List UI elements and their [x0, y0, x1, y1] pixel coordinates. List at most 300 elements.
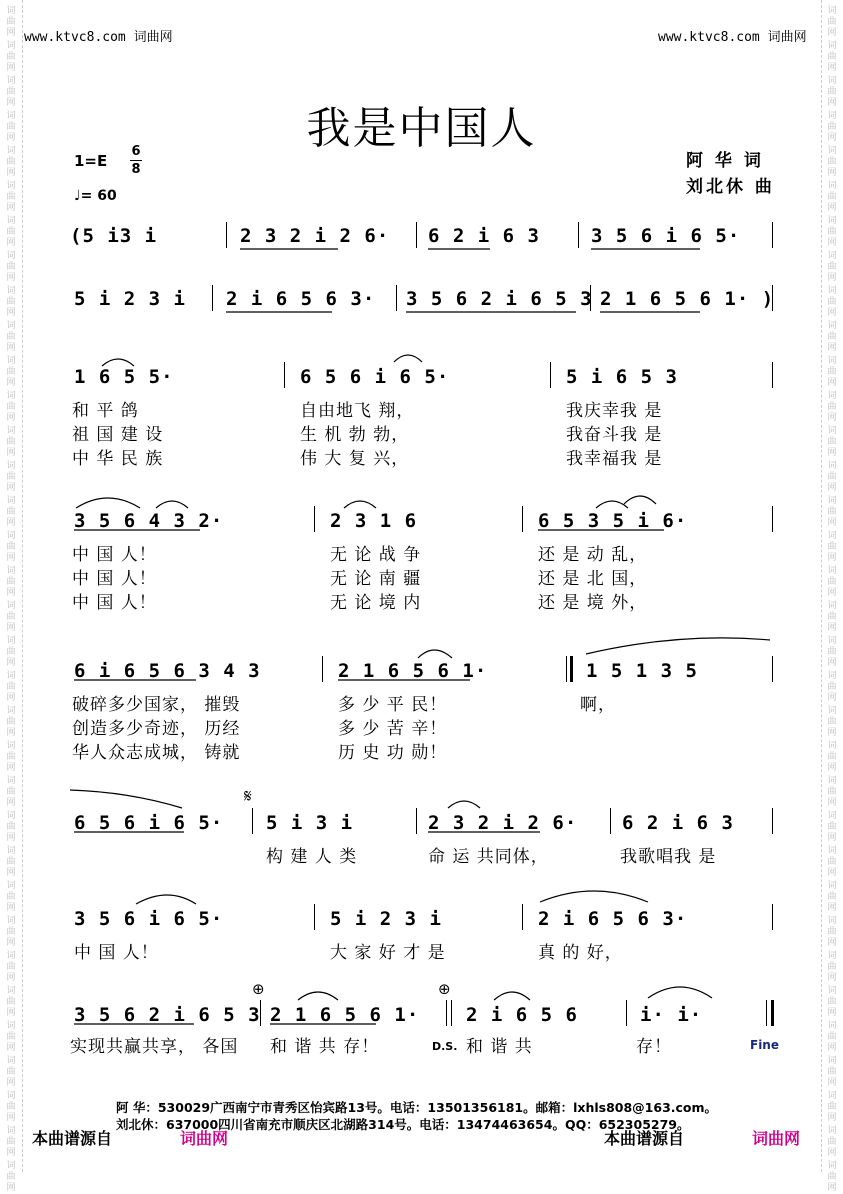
watermark-char: 词 — [827, 216, 837, 226]
lyric-row3-v1-b: 自由地飞 翔， — [300, 401, 415, 421]
watermark-char: 网 — [827, 938, 837, 948]
watermark-char: 曲 — [827, 927, 837, 937]
watermark-char: 曲 — [827, 542, 837, 552]
slur — [494, 992, 530, 1000]
segno-sign: 𝄋 — [244, 786, 252, 807]
slur — [394, 355, 422, 362]
watermark-char: 曲 — [6, 752, 16, 762]
watermark-char: 词 — [6, 181, 16, 191]
lyric-row4-v3-a: 中 国 人！ — [72, 593, 157, 613]
watermark-char: 网 — [827, 553, 837, 563]
watermark-char: 曲 — [827, 52, 837, 62]
watermark-char: 网 — [6, 63, 16, 73]
watermark-char: 词 — [6, 881, 16, 891]
watermark-char: 曲 — [6, 682, 16, 692]
lyric-row5-v3-b: 历 史 功 勋！ — [338, 743, 448, 763]
lyric-row3-v3-c: 我幸福我 是 — [566, 449, 663, 469]
watermark-char: 网 — [827, 973, 837, 983]
watermark-char: 网 — [6, 658, 16, 668]
lyric-row4-v2-c: 还 是 北 国， — [538, 569, 648, 589]
ds-marker: D.S. — [432, 1040, 458, 1053]
watermark-char: 网 — [6, 938, 16, 948]
watermark-char: 曲 — [6, 822, 16, 832]
watermark-char: 曲 — [6, 1172, 16, 1182]
slur — [102, 359, 134, 366]
watermark-char: 曲 — [6, 122, 16, 132]
watermark-char: 网 — [6, 798, 16, 808]
watermark-char: 曲 — [6, 1032, 16, 1042]
watermark-char: 词 — [6, 41, 16, 51]
watermark-char: 词 — [6, 286, 16, 296]
watermark-char: 曲 — [6, 997, 16, 1007]
watermark-char: 曲 — [6, 1137, 16, 1147]
site-link-left[interactable]: www.ktvc8.com 词曲网 — [24, 30, 173, 45]
notes-row1-m1: (5 i3 i — [70, 225, 158, 247]
watermark-char: 词 — [827, 41, 837, 51]
watermark-char: 曲 — [6, 437, 16, 447]
watermark-char: 词 — [6, 1126, 16, 1136]
watermark-char: 网 — [827, 1043, 837, 1053]
watermark-char: 词 — [827, 671, 837, 681]
lyric-row8-b: 和 谐 共 存！ — [270, 1037, 380, 1057]
footer-line-lyricist: 阿 华：530029广西南宁市青秀区怡宾路13号。电话：13501356181。邮箱：lxhls808@163.com。 — [116, 1100, 718, 1115]
slur — [136, 895, 196, 904]
watermark-char: 网 — [827, 203, 837, 213]
watermark-char: 词 — [6, 706, 16, 716]
watermark-char: 网 — [6, 973, 16, 983]
watermark-char: 曲 — [6, 472, 16, 482]
watermark-char: 词 — [827, 811, 837, 821]
watermark-char: 词 — [827, 76, 837, 86]
watermark-char: 词 — [827, 1126, 837, 1136]
slur — [540, 891, 648, 902]
watermark-char: 网 — [6, 273, 16, 283]
watermark-char: 曲 — [6, 157, 16, 167]
lyric-row3-v1-a: 和 平 鸽 — [72, 401, 139, 421]
watermark-char: 词 — [6, 111, 16, 121]
watermark-char: 词 — [6, 671, 16, 681]
watermark-char: 网 — [827, 588, 837, 598]
watermark-char: 曲 — [827, 87, 837, 97]
watermark-char: 网 — [6, 693, 16, 703]
lyric-row3-v3-a: 中 华 民 族 — [72, 449, 164, 469]
notes-row2-m4: 2 1 6 5 6 1· ) — [600, 288, 775, 310]
watermark-char: 曲 — [827, 682, 837, 692]
watermark-char: 词 — [6, 461, 16, 471]
notes-row8-m2: 2 1 6 5 6 1· — [270, 1004, 420, 1026]
lyric-row4-v1-c: 还 是 动 乱， — [538, 545, 648, 565]
watermark-char: 曲 — [827, 857, 837, 867]
watermark-char: 网 — [6, 1148, 16, 1158]
watermark-char: 词 — [6, 496, 16, 506]
watermark-char: 网 — [827, 623, 837, 633]
notes-row3-m2: 6 5 6 i 6 5· — [300, 366, 450, 388]
watermark-char: 词 — [827, 461, 837, 471]
watermark-char: 词 — [827, 111, 837, 121]
watermark-char: 曲 — [6, 332, 16, 342]
watermark-char: 曲 — [827, 962, 837, 972]
notes-row5-m2: 2 1 6 5 6 1· — [338, 660, 488, 682]
watermark-char: 网 — [6, 1043, 16, 1053]
lyric-row5-v1-c: 啊， — [580, 695, 616, 715]
watermark-char: 网 — [827, 413, 837, 423]
watermark-char: 网 — [827, 1078, 837, 1088]
notes-row2-m3: 3 5 6 2 i 6 5 3 — [406, 288, 593, 310]
watermark-char: 词 — [827, 1021, 837, 1031]
watermark-char: 词 — [6, 986, 16, 996]
watermark-char: 网 — [6, 413, 16, 423]
watermark-char: 词 — [6, 1161, 16, 1171]
notes-row5-m3: 1 5 1 3 5 — [586, 660, 698, 682]
notes-row8-m3: 2 i 6 5 6 — [466, 1004, 578, 1026]
watermark-char: 网 — [827, 518, 837, 528]
fine-marker: Fine — [750, 1038, 779, 1052]
notes-row5-m1: 6 i 6 5 6 3 4 3 — [74, 660, 261, 682]
watermark-char: 曲 — [6, 297, 16, 307]
watermark-char: 曲 — [827, 1102, 837, 1112]
lyric-row5-v1-a: 破碎多少国家， 摧毁 — [72, 695, 241, 715]
watermark-char: 曲 — [827, 17, 837, 27]
watermark-char: 网 — [6, 868, 16, 878]
watermark-char: 词 — [6, 6, 16, 16]
watermark-char: 网 — [6, 28, 16, 38]
watermark-char: 词 — [6, 601, 16, 611]
slur — [418, 650, 452, 658]
notes-row4-m3: 6 5 3 5 i 6· — [538, 510, 688, 532]
watermark-char: 曲 — [827, 262, 837, 272]
watermark-char: 网 — [827, 133, 837, 143]
watermark-char: 曲 — [6, 1102, 16, 1112]
notes-row2-m2: 2 i 6 5 6 3· — [226, 288, 376, 310]
watermark-char: 网 — [6, 203, 16, 213]
lyric-row5-v1-b: 多 少 平 民！ — [338, 695, 448, 715]
notes-row6-m1: 6 5 6 i 6 5· — [74, 812, 224, 834]
notes-row3-m3: 5 i 6 5 3 — [566, 366, 678, 388]
watermark-char: 网 — [6, 343, 16, 353]
watermark-char: 曲 — [827, 1067, 837, 1077]
watermark-char: 词 — [827, 566, 837, 576]
watermark-char: 曲 — [6, 542, 16, 552]
notes-row1-m4: 3 5 6 i 6 5· — [591, 225, 741, 247]
slur — [298, 992, 338, 1000]
footer-line-composer: 刘北休：637000四川省南充市顺庆区北湖路314号。电话：13474463654。QQ：652305279。 — [116, 1117, 690, 1132]
slur — [76, 498, 140, 508]
notes-row1-m2: 2 3 2 i 2 6· — [240, 225, 390, 247]
watermark-char: 网 — [6, 448, 16, 458]
notes-row6-m3: 2 3 2 i 2 6· — [428, 812, 578, 834]
watermark-char: 曲 — [827, 367, 837, 377]
watermark-char: 词 — [827, 951, 837, 961]
watermark-char: 曲 — [6, 1067, 16, 1077]
watermark-char: 曲 — [827, 997, 837, 1007]
time-signature-bottom: 8 — [131, 162, 141, 177]
notes-row2-m1: 5 i 2 3 i — [74, 288, 186, 310]
watermark-char: 词 — [827, 146, 837, 156]
watermark-char: 词 — [6, 531, 16, 541]
watermark-char: 曲 — [827, 892, 837, 902]
lyric-row3-v2-c: 我奋斗我 是 — [566, 425, 663, 445]
watermark-char: 曲 — [6, 577, 16, 587]
watermark-char: 词 — [827, 776, 837, 786]
source-brand-left[interactable]: 词曲网 — [180, 1129, 229, 1148]
lyric-row5-v2-b: 多 少 苦 辛！ — [338, 719, 448, 739]
watermark-char: 词 — [827, 356, 837, 366]
notes-row7-m1: 3 5 6 i 6 5· — [74, 908, 224, 930]
watermark-char: 词 — [6, 146, 16, 156]
slur — [596, 501, 628, 508]
lyric-row7-b: 大 家 好 才 是 — [330, 943, 446, 963]
watermark-char: 网 — [827, 273, 837, 283]
notes-row6-m4: 6 2 i 6 3 — [622, 812, 734, 834]
watermark-char: 词 — [827, 251, 837, 261]
watermark-char: 曲 — [827, 437, 837, 447]
watermark-char: 网 — [827, 483, 837, 493]
song-title: 我是中国人 — [306, 103, 537, 154]
watermark-char: 词 — [6, 1021, 16, 1031]
watermark-char: 曲 — [827, 122, 837, 132]
lyric-row8-a: 实现共赢共享， 各国 — [70, 1037, 239, 1057]
slur — [624, 496, 656, 504]
site-link-right[interactable]: www.ktvc8.com 词曲网 — [658, 30, 807, 45]
watermark-char: 网 — [827, 63, 837, 73]
watermark-char: 曲 — [6, 892, 16, 902]
watermark-char: 词 — [827, 846, 837, 856]
notes-row8-m1: 3 5 6 2 i 6 5 3 — [74, 1004, 261, 1026]
watermark-char: 网 — [6, 763, 16, 773]
watermark-char: 网 — [6, 833, 16, 843]
watermark-char: 网 — [827, 378, 837, 388]
watermark-char: 词 — [827, 741, 837, 751]
notes-row7-m3: 2 i 6 5 6 3· — [538, 908, 688, 930]
composer-credit: 刘北休 曲 — [686, 177, 775, 197]
watermark-char: 网 — [6, 553, 16, 563]
watermark-char: 词 — [6, 636, 16, 646]
source-label-left: 本曲谱源自 — [32, 1129, 113, 1148]
watermark-char: 曲 — [827, 507, 837, 517]
watermark-char: 网 — [827, 903, 837, 913]
watermark-char: 曲 — [6, 927, 16, 937]
slur — [448, 801, 480, 808]
watermark-char: 曲 — [827, 647, 837, 657]
watermark-char: 网 — [827, 1113, 837, 1123]
watermark-char: 曲 — [827, 1137, 837, 1147]
watermark-char: 曲 — [6, 227, 16, 237]
watermark-char: 网 — [827, 763, 837, 773]
watermark-char: 词 — [827, 181, 837, 191]
phrase-slur — [70, 790, 182, 808]
lyric-row3-v2-a: 祖 国 建 设 — [72, 425, 164, 445]
watermark-char: 词 — [827, 706, 837, 716]
watermark-char: 曲 — [6, 17, 16, 27]
lyric-row6-b: 构 建 人 类 — [266, 847, 358, 867]
notes-row6-m2: 5 i 3 i — [266, 812, 354, 834]
notes-row3-m1: 1 6 5 5· — [74, 366, 174, 388]
slur — [344, 501, 376, 508]
watermark-char: 词 — [827, 1091, 837, 1101]
lyric-row4-v1-a: 中 国 人！ — [72, 545, 157, 565]
watermark-char: 词 — [827, 986, 837, 996]
watermark-char: 曲 — [6, 612, 16, 622]
watermark-char: 词 — [827, 636, 837, 646]
watermark-char: 曲 — [827, 157, 837, 167]
watermark-char: 词 — [827, 601, 837, 611]
watermark-char: 词 — [827, 916, 837, 926]
lyric-row5-v2-a: 创造多少奇迹， 历经 — [72, 719, 241, 739]
watermark-char: 词 — [6, 321, 16, 331]
watermark-char: 曲 — [827, 1032, 837, 1042]
lyric-row5-v3-a: 华人众志成城， 铸就 — [72, 743, 241, 763]
watermark-char: 词 — [6, 776, 16, 786]
lyric-row4-v1-b: 无 论 战 争 — [330, 545, 422, 565]
watermark-char: 词 — [827, 1056, 837, 1066]
slur — [156, 501, 188, 508]
watermark-char: 词 — [6, 916, 16, 926]
watermark-char: 曲 — [827, 717, 837, 727]
lyricist-credit: 阿 华 词 — [686, 151, 764, 171]
notes-row4-m1: 3 5 6 4 3 2· — [74, 510, 224, 532]
notes-row8-m4: i· i· — [640, 1004, 703, 1026]
notes-row7-m2: 5 i 2 3 i — [330, 908, 442, 930]
time-signature-top: 6 — [131, 144, 141, 159]
watermark-char: 曲 — [6, 507, 16, 517]
watermark-char: 曲 — [827, 297, 837, 307]
watermark-char: 网 — [6, 378, 16, 388]
lyric-row6-d: 我歌唱我 是 — [620, 847, 717, 867]
watermark-char: 曲 — [827, 1172, 837, 1182]
watermark-char: 曲 — [6, 262, 16, 272]
watermark-char: 网 — [827, 1183, 837, 1193]
watermark-char: 曲 — [827, 402, 837, 412]
watermark-char: 曲 — [6, 717, 16, 727]
watermark-char: 曲 — [827, 192, 837, 202]
watermark-char: 曲 — [827, 612, 837, 622]
watermark-char: 曲 — [6, 192, 16, 202]
coda-sign-2: ⊕ — [438, 980, 451, 998]
watermark-char: 网 — [6, 308, 16, 318]
watermark-char: 网 — [6, 1078, 16, 1088]
watermark-char: 网 — [827, 308, 837, 318]
watermark-char: 词 — [827, 391, 837, 401]
watermark-char: 曲 — [6, 962, 16, 972]
watermark-char: 曲 — [827, 472, 837, 482]
watermark-char: 词 — [827, 531, 837, 541]
lyric-row3-v2-b: 生 机 勃 勃， — [300, 425, 410, 445]
watermark-char: 词 — [6, 391, 16, 401]
watermark-char: 网 — [6, 1113, 16, 1123]
watermark-char: 曲 — [827, 752, 837, 762]
watermark-char: 词 — [827, 426, 837, 436]
watermark-char: 词 — [827, 496, 837, 506]
lyric-row3-v1-c: 我庆幸我 是 — [566, 401, 663, 421]
watermark-char: 词 — [6, 566, 16, 576]
watermark-char: 词 — [827, 881, 837, 891]
lyric-row4-v2-a: 中 国 人！ — [72, 569, 157, 589]
watermark-char: 网 — [6, 1183, 16, 1193]
watermark-char: 网 — [827, 343, 837, 353]
watermark-char: 网 — [827, 98, 837, 108]
watermark-char: 曲 — [827, 332, 837, 342]
watermark-char: 曲 — [6, 787, 16, 797]
watermark-char: 词 — [827, 6, 837, 16]
slur — [648, 987, 712, 998]
lyric-row7-a: 中 国 人！ — [74, 943, 159, 963]
coda-sign-1: ⊕ — [252, 980, 265, 998]
watermark-char: 网 — [827, 168, 837, 178]
watermark-char: 网 — [827, 448, 837, 458]
lyric-row7-c: 真 的 好， — [538, 943, 623, 963]
watermark-char: 网 — [6, 98, 16, 108]
watermark-char: 曲 — [827, 787, 837, 797]
watermark-char: 词 — [6, 811, 16, 821]
watermark-char: 网 — [6, 1008, 16, 1018]
watermark-char: 网 — [827, 798, 837, 808]
watermark-char: 词 — [6, 1056, 16, 1066]
watermark-char: 词 — [6, 216, 16, 226]
watermark-char: 网 — [827, 1008, 837, 1018]
watermark-char: 网 — [827, 1148, 837, 1158]
watermark-char: 网 — [6, 238, 16, 248]
watermark-char: 词 — [6, 741, 16, 751]
watermark-char: 网 — [6, 518, 16, 528]
watermark-char: 词 — [6, 951, 16, 961]
watermark-char: 网 — [827, 658, 837, 668]
watermark-char: 词 — [6, 251, 16, 261]
lyric-row8-c: 和 谐 共 — [466, 1037, 533, 1057]
watermark-char: 曲 — [6, 647, 16, 657]
watermark-char: 词 — [6, 846, 16, 856]
tempo-mark: ♩= 60 — [74, 188, 117, 204]
watermark-char: 网 — [6, 168, 16, 178]
watermark-char: 词 — [827, 286, 837, 296]
watermark-char: 词 — [6, 426, 16, 436]
notes-row1-m3: 6 2 i 6 3 — [428, 225, 540, 247]
watermark-char: 曲 — [6, 402, 16, 412]
watermark-char: 曲 — [6, 367, 16, 377]
watermark-char: 网 — [827, 868, 837, 878]
lyric-row4-v3-b: 无 论 境 内 — [330, 593, 422, 613]
watermark-char: 网 — [6, 588, 16, 598]
watermark-char: 词 — [6, 356, 16, 366]
watermark-char: 曲 — [827, 577, 837, 587]
watermark-char: 曲 — [6, 52, 16, 62]
lyric-row3-v3-b: 伟 大 复 兴， — [300, 449, 410, 469]
watermark-char: 曲 — [6, 857, 16, 867]
notes-row4-m2: 2 3 1 6 — [330, 510, 418, 532]
watermark-char: 网 — [827, 238, 837, 248]
watermark-char: 网 — [827, 693, 837, 703]
phrase-slur — [586, 638, 770, 654]
lyric-row6-c: 命 运 共同体， — [428, 847, 549, 867]
lyric-row8-d: 存！ — [636, 1037, 672, 1057]
watermark-char: 网 — [827, 833, 837, 843]
watermark-char: 网 — [6, 623, 16, 633]
watermark-char: 网 — [6, 133, 16, 143]
watermark-char: 词 — [6, 76, 16, 86]
watermark-char: 曲 — [827, 822, 837, 832]
source-label-right: 本曲谱源自 — [604, 1129, 685, 1148]
lyric-row4-v3-c: 还 是 境 外， — [538, 593, 648, 613]
watermark-char: 词 — [827, 321, 837, 331]
watermark-char: 网 — [6, 728, 16, 738]
key-signature: 1=E — [74, 152, 108, 170]
watermark-char: 曲 — [6, 87, 16, 97]
source-brand-right[interactable]: 词曲网 — [752, 1129, 801, 1148]
watermark-char: 网 — [827, 28, 837, 38]
watermark-char: 词 — [6, 1091, 16, 1101]
watermark-char: 网 — [827, 728, 837, 738]
watermark-char: 网 — [6, 483, 16, 493]
watermark-char: 网 — [6, 903, 16, 913]
